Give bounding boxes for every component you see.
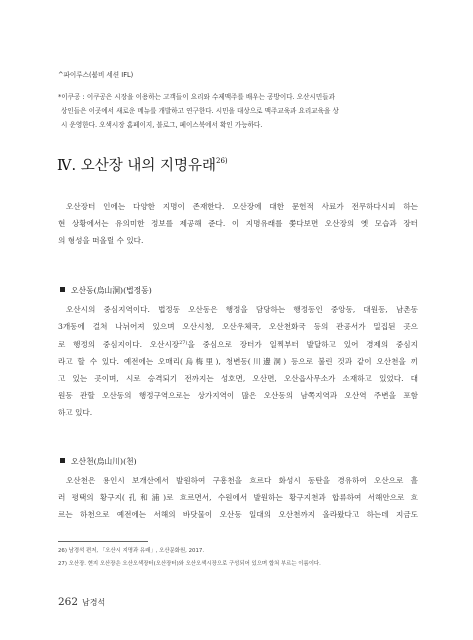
paragraph-line: 하고 있다.	[58, 408, 93, 417]
osancheon-paragraph	[58, 472, 418, 523]
footnote-ref: 26)	[216, 157, 228, 165]
page-number: 262	[58, 596, 79, 608]
caption-note: ^파이루스(붐비 세션 IFL)	[58, 71, 134, 79]
paragraph-text: 로 행정의 중심지이다. 오산시장	[58, 340, 180, 349]
page-footer	[58, 590, 105, 609]
paragraph-line: 원동 관할 오산동의 행정구역으로는 상가지역이 많은 오산동의 남쪽지역과 오산역 주변을 포함	[58, 391, 418, 400]
place-heading-text: 오산천(烏山川)(천)	[71, 457, 137, 466]
info-note-line: *이쿠공 : 이쿠공은 시장을 이용하는 고객들이 요리와 수제맥주를 배우는 공방이다. 오산시민들과	[58, 93, 335, 101]
paragraph-line: 3개동에 걸쳐 나뉘어져 있으며 오산시청, 오산우체국, 오산천화국 등의 관공서가 밀집된 곳으	[58, 322, 418, 331]
paragraph-line: 현 상황에서는 유의미한 정보를 제공해 준다. 이 지명유래를 쫓다보면 오산장의 옛 모습과 장터	[58, 219, 418, 228]
paragraph-text: 을 중심으로 장터가 일찍부터 발달하고 있어 경제의 중심지	[187, 340, 418, 349]
paragraph-line: 라고 할 수 있다. 예전에는 오매리(烏梅里), 청변동(川邊洞) 등으로 불린 것과 같이 오산천을 끼	[58, 357, 418, 366]
square-bullet-icon	[60, 458, 65, 463]
section-title	[57, 154, 228, 175]
footnote-divider	[58, 541, 148, 542]
paragraph-line: 르는 하천으로 예전에는 서해의 바닷물이 오산동 일대의 오산천까지 올라왔다고 하는데 지금도	[58, 510, 418, 519]
paragraph-line: 오산장터 인에는 다양한 지명이 존재한다. 오산장에 대한 문헌적 사료가 전무하다시피 하는	[66, 202, 418, 211]
info-note	[58, 90, 418, 132]
place-heading-osancheon	[60, 456, 137, 467]
osandong-paragraph	[58, 301, 418, 421]
paragraph-line: 고 있는 곳이며, 시로 승격되기 전까지는 성호면, 오산면, 오산읍사무소가 소재하고 있었다. 대	[58, 374, 418, 383]
footnote: 26) 남경석 편저, 「오산시 지명과 유래」, 오산문화원, 2017.	[58, 548, 205, 554]
footnote: 27) 오산장. 현지 오산장은 오산오색장터(오산장터)와 오산오색시장으로 구성되어 있으며 합쳐 부르는 이름이다.	[58, 561, 321, 567]
intro-paragraph	[58, 198, 418, 249]
footnote-ref: 27)	[179, 340, 188, 346]
info-note-line: 시 운영한다. 오색시장 홈페이지, 블로그, 페이스북에서 확인 가능하다.	[61, 121, 263, 129]
book-name: 남경석	[82, 598, 106, 607]
paragraph-line: 러 평택의 황구지(孔和浦)로 흐르면서, 수원에서 발원하는 황구지천과 합류하여 서해안으로 흐	[58, 493, 418, 502]
info-note-line: 상인들은 이곳에서 새로운 메뉴를 개발하고 연구한다. 시민을 대상으로 맥주교육과 요리교육을 상	[61, 107, 339, 115]
paragraph-line: 오산시의 중심지역이다. 법정동 오산동은 행정을 담당하는 행정동인 중앙동, 대원동, 남촌동	[66, 305, 418, 314]
paragraph-line: 의 형성을 떠올릴 수 있다.	[58, 236, 144, 245]
square-bullet-icon	[60, 287, 65, 292]
place-heading-osandong	[60, 285, 152, 296]
paragraph-line: 오산천은 용인시 보개산에서 발원하여 구흥천을 흐르다 화성시 동탄을 경유하여 오산으로 흘	[66, 476, 418, 485]
place-heading-text: 오산동(烏山洞)(법정동)	[71, 286, 152, 295]
section-title-text: Ⅳ. 오산장 내의 지명유래	[57, 158, 216, 174]
paragraph-line	[58, 335, 418, 353]
